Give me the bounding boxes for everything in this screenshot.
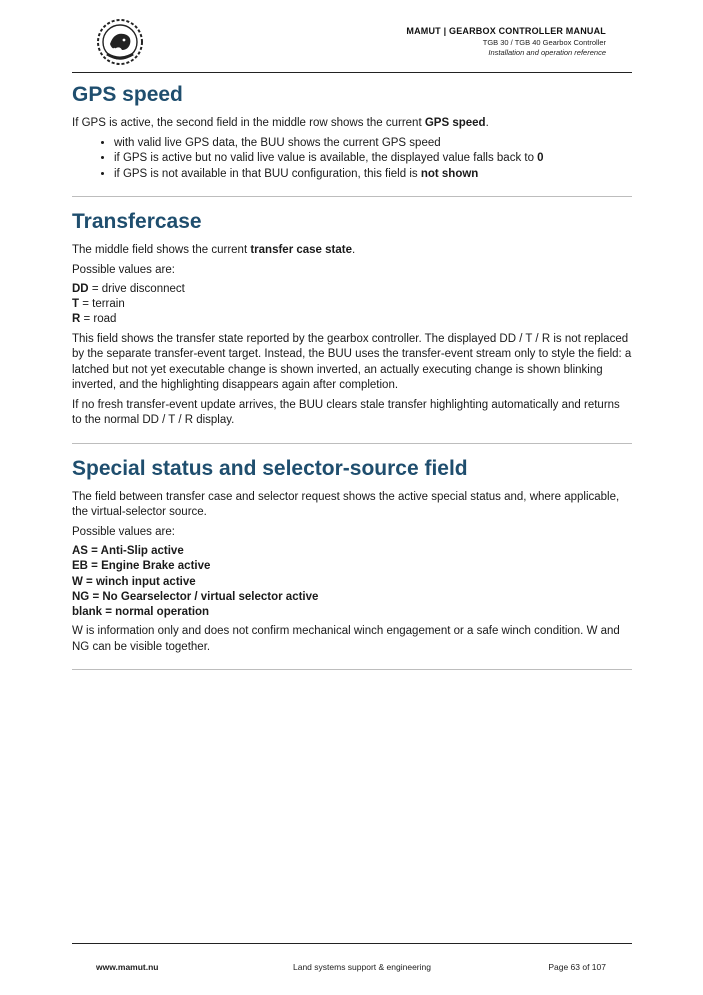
list-item: DD = drive disconnect: [72, 283, 185, 295]
list-item: • if GPS is not available in that BUU configuration, this field is not shown: [114, 167, 632, 183]
special-intro: The field between transfer case and selector request shows the active special status and, where applicable, the virtual-selector source.: [72, 490, 620, 519]
section-divider: [72, 443, 632, 444]
transfer-possible-values-label: Possible values are:: [72, 263, 175, 276]
footer-website: www.mamut.nu: [96, 962, 159, 972]
manual-title: MAMUT | GEARBOX CONTROLLER MANUAL: [406, 26, 606, 36]
manual-subtitle: TGB 30 / TGB 40 Gearbox Controller: [482, 38, 606, 47]
section-divider: [72, 669, 632, 670]
list-item: • if GPS is active but no valid live value is available, the displayed value falls back to 0: [114, 151, 632, 167]
list-item: NG = No Gearselector / virtual selector active: [72, 590, 319, 603]
special-possible-values-label: Possible values are:: [72, 525, 175, 538]
footer-page-number: Page 63 of 107: [548, 962, 606, 972]
gps-intro: If GPS is active, the second field in the middle row shows the current GPS speed.: [72, 117, 489, 129]
transfer-paragraph-1: This field shows the transfer state reported by the gearbox controller. The displayed DD / T / R is not replaced by the separate transfer-event target. Instead, the BUU uses the transfer-event stream only to style the field: a latched but not yet executable change is shown inverted, an actually executing change is shown blinking inverted, and the highlighting disappears again after completion.: [72, 332, 632, 392]
list-item: AS = Anti-Slip active: [72, 545, 184, 558]
mamut-logo: [96, 18, 144, 66]
list-item: T = terrain: [72, 298, 125, 311]
gps-bullet-list: [72, 136, 632, 183]
list-item: R = road: [72, 313, 117, 326]
list-item: blank = normal operation: [72, 605, 210, 618]
list-item: EB = Engine Brake active: [72, 560, 211, 573]
manual-subtitle-2: Installation and operation reference: [488, 48, 606, 57]
section-heading-special-status: Special status and selector-source field: [72, 456, 468, 480]
page-header: [72, 14, 632, 73]
section-heading-gps: GPS speed: [72, 83, 183, 106]
page-content: [72, 82, 632, 682]
list-item: W = winch input active: [72, 575, 196, 588]
special-values-list: [72, 544, 632, 620]
list-item: • with valid live GPS data, the BUU shows the current GPS speed: [114, 136, 632, 152]
transfer-paragraph-2: If no fresh transfer-event update arrives, the BUU clears stale transfer highlighting automatically and returns to the normal DD / T / R display.: [72, 398, 620, 427]
special-paragraph-1: W is information only and does not confirm mechanical winch engagement or a safe winch condition. W and NG can be visible together.: [72, 625, 620, 653]
section-heading-transfercase: Transfercase: [72, 210, 202, 233]
transfer-values-list: [72, 282, 632, 328]
transfer-intro: The middle field shows the current transfer case state.: [72, 244, 356, 256]
section-divider: [72, 196, 632, 197]
page-footer: [72, 943, 632, 974]
footer-center-text: Land systems support & engineering: [293, 962, 431, 972]
